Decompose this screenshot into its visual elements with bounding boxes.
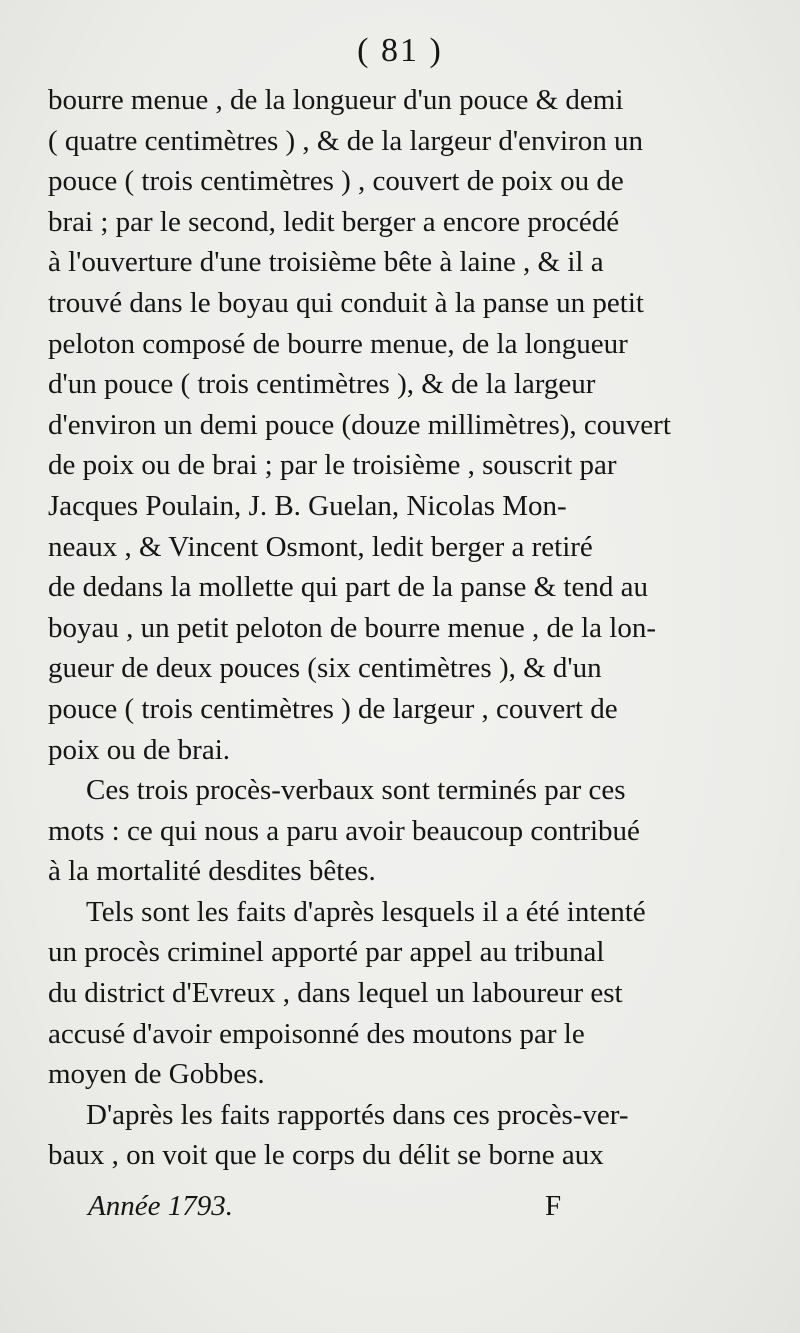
text-line: boyau , un petit peloton de bourre menue , de la lon- — [48, 611, 657, 644]
text-line: baux , on voit que le corps du délit se borne aux — [48, 1139, 604, 1172]
text-line: Tels sont les faits d'après lesquels il a été intenté — [86, 895, 646, 928]
text-line: d'un pouce ( trois centimètres ), & de la largeur — [48, 368, 596, 401]
text-line: D'après les faits rapportés dans ces procès-ver- — [86, 1098, 629, 1131]
text-line: un procès criminel apporté par appel au tribunal — [48, 936, 605, 969]
text-line: à l'ouverture d'une troisième bête à laine , & il a — [48, 246, 604, 279]
text-line: mots : ce qui nous a paru avoir beaucoup contribué — [48, 814, 640, 847]
text-line: à la mortalité desdites bêtes. — [48, 855, 376, 888]
text-line: trouvé dans le boyau qui conduit à la panse un petit — [48, 286, 644, 319]
text-line: neaux , & Vincent Osmont, ledit berger a retiré — [48, 530, 593, 563]
page-body — [48, 80, 684, 1176]
text-line: peloton composé de bourre menue, de la longueur — [48, 327, 628, 360]
text-line: moyen de Gobbes. — [48, 1058, 265, 1091]
text-line: de poix ou de brai ; par le troisième , souscrit par — [48, 449, 617, 482]
signature-mark: F — [545, 1190, 562, 1222]
paragraph-2 — [48, 770, 684, 892]
text-line: accusé d'avoir empoisonné des moutons par le — [48, 1017, 585, 1050]
text-line: d'environ un demi pouce (douze millimètres), couvert — [48, 408, 671, 441]
text-line: Jacques Poulain, J. B. Guelan, Nicolas Mon- — [48, 489, 567, 522]
page-number: ( 81 ) — [357, 32, 443, 69]
text-line: pouce ( trois centimètres ) de largeur , couvert de — [48, 692, 618, 725]
paragraph-3 — [48, 892, 684, 1095]
text-line: pouce ( trois centimètres ) , couvert de poix ou de — [48, 165, 624, 198]
paragraph-1 — [48, 80, 684, 770]
text-line: bourre menue , de la longueur d'un pouce & demi — [48, 84, 624, 116]
text-line: gueur de deux pouces (six centimètres ), & d'un — [48, 652, 602, 685]
paragraph-4 — [48, 1095, 684, 1176]
text-line: ( quatre centimètres ) , & de la largeur d'environ un — [48, 124, 643, 157]
text-line: de dedans la mollette qui part de la panse & tend au — [48, 571, 648, 604]
text-line: du district d'Evreux , dans lequel un laboureur est — [48, 977, 623, 1010]
footer-year: Année 1793. — [88, 1190, 233, 1222]
text-line: brai ; par le second, ledit berger a encore procédé — [48, 205, 620, 238]
text-line: poix ou de brai. — [48, 733, 231, 766]
text-line: Ces trois procès-verbaux sont terminés par ces — [86, 774, 626, 807]
